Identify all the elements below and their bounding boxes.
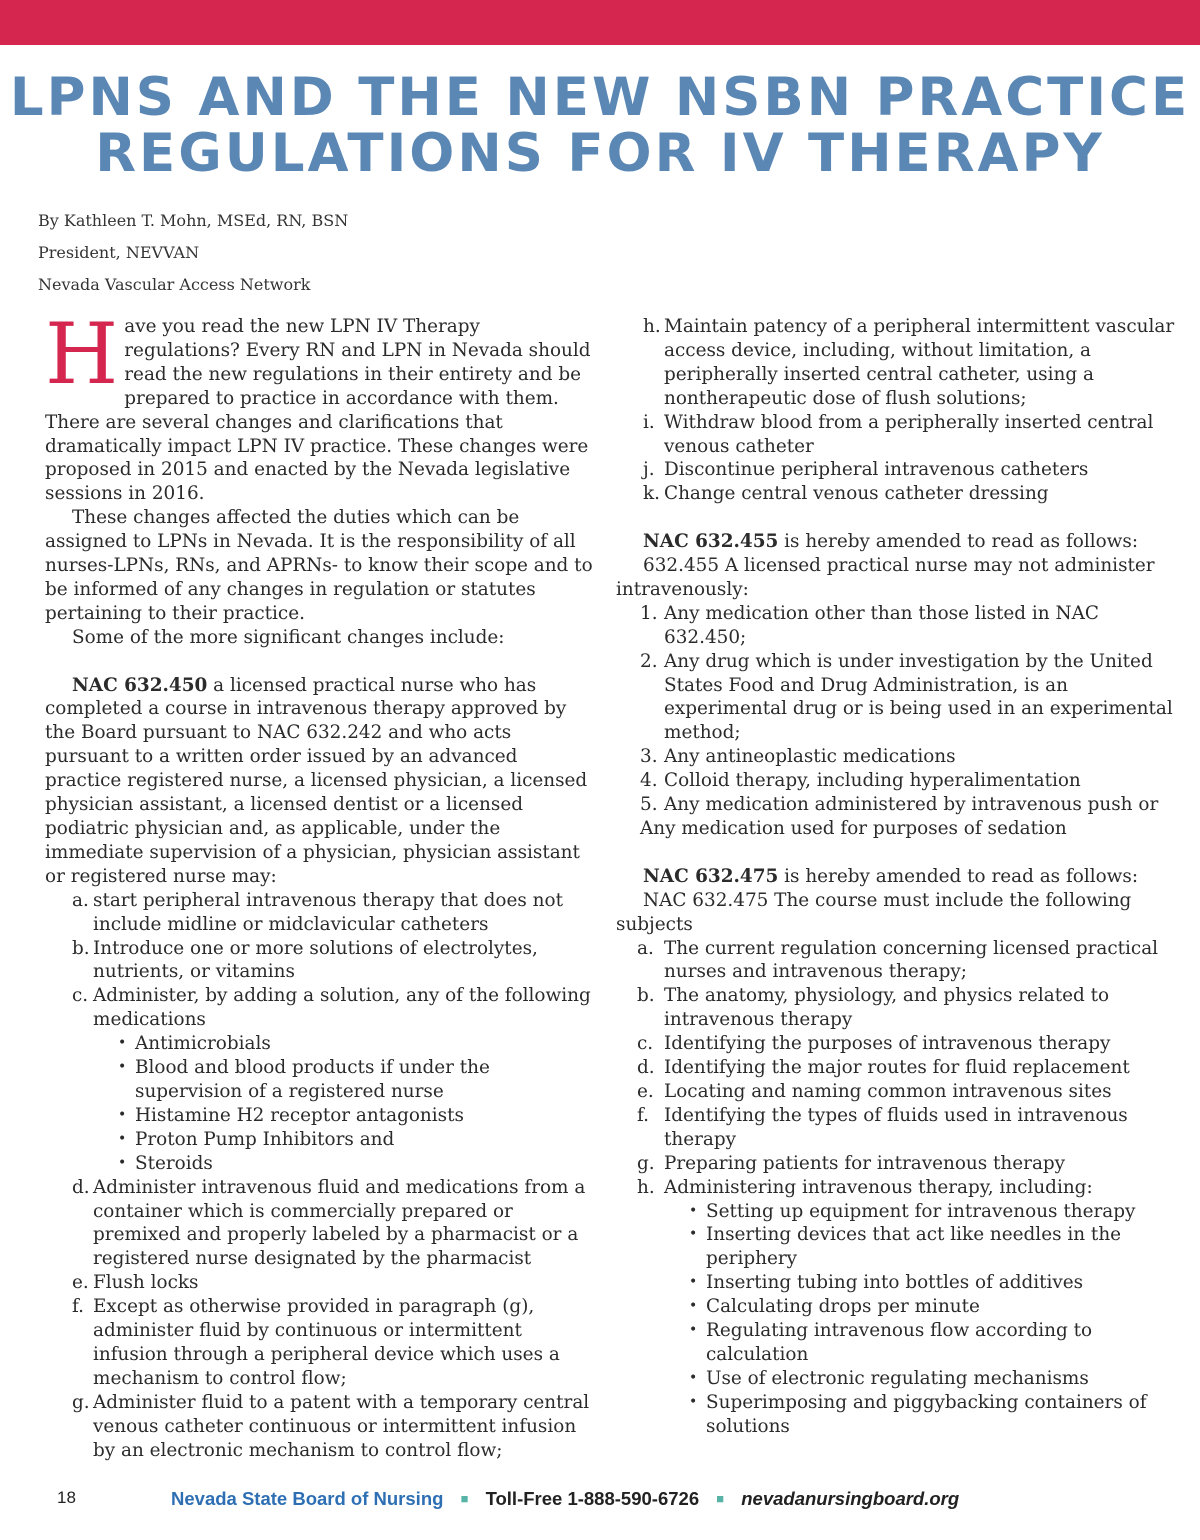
bullet-icon: • (118, 1106, 127, 1123)
nac-475-text: NAC 632.475 The course must include the following subjects (616, 889, 1132, 935)
list-item (616, 458, 1176, 482)
nac-475-intro: is hereby amended to read as follows: (778, 865, 1139, 887)
bullet-text: Proton Pump Inhibitors and (135, 1128, 395, 1150)
list-item (616, 984, 1176, 1032)
list-item (616, 482, 1176, 506)
list-item-label: b. (637, 985, 655, 1007)
list-item-text: The current regulation concerning licensed practical nurses and intravenous therapy; (664, 937, 1159, 983)
byline (38, 205, 348, 301)
paragraph-duties: These changes affected the duties which can be assigned to LPNs in Nevada. It is the responsibility of all nurses-LPNs, RNs, and APRNs- to know their scope and to be informed of any changes in regulation or statutes pertaining to their practice. (45, 507, 593, 624)
bullet-item (616, 1223, 1176, 1271)
bullet-text: Use of electronic regulating mechanisms (706, 1367, 1089, 1389)
list-item (45, 1271, 597, 1295)
spacer (45, 650, 597, 674)
list-item (616, 937, 1176, 985)
list-item-text: Identifying the major routes for fluid replacement (664, 1057, 1130, 1079)
nac-475-heading (616, 865, 1176, 889)
bullet-icon: • (118, 1154, 127, 1171)
bullet-item (45, 1152, 597, 1176)
bullet-item (616, 1295, 1176, 1319)
nac-455-tail: Any medication used for purposes of sedation (640, 818, 1067, 840)
nac-450-ref: NAC 632.450 (72, 674, 208, 696)
list-item-label: k. (643, 483, 660, 505)
bullet-text: Histamine H2 receptor antagonists (135, 1104, 464, 1126)
list-item (45, 1295, 597, 1391)
nac-455-heading (616, 530, 1176, 554)
list-item (616, 1056, 1176, 1080)
list-item (616, 650, 1176, 746)
list-item-text: start peripheral intravenous therapy that does not include midline or midclavicular catheters (93, 889, 563, 935)
list-item (45, 1391, 597, 1463)
list-item-label: c. (637, 1033, 654, 1055)
bullet-item (45, 1128, 597, 1152)
list-item-label: g. (637, 1152, 655, 1174)
list-item (616, 1104, 1176, 1152)
bullet-text: Inserting devices that act like needles in the periphery (706, 1224, 1122, 1270)
list-item-label: e. (637, 1080, 654, 1102)
list-item (45, 889, 597, 937)
list-item (616, 793, 1176, 817)
byline-author: By Kathleen T. Mohn, MSEd, RN, BSN (38, 211, 349, 230)
bullet-icon: • (689, 1202, 698, 1219)
list-item-label: d. (72, 1176, 90, 1198)
list-item-text: Administer fluid to a patent with a temporary central venous catheter continuous or intermittent infusion by an electronic mechanism to control flow; (93, 1391, 590, 1461)
bullet-text: Setting up equipment for intravenous therapy (706, 1200, 1136, 1222)
nac-450-text: a licensed practical nurse who has completed a course in intravenous therapy approved by the Board pursuant to NAC 632.242 and who acts pursuant to a written order issued by an advanced practice registered nurse, a licensed physician, a licensed physician assistant, a licensed dentist or a licensed podiatric physician and, as applicable, under the immediate supervision of a physician, physician assistant or registered nurse may: (45, 674, 588, 887)
bullet-text: Steroids (135, 1152, 213, 1174)
list-item-text: Change central venous catheter dressing (664, 483, 1049, 505)
byline-role: President, NEVVAN (38, 243, 200, 262)
bullet-item (616, 1271, 1176, 1295)
list-item-label: j. (643, 459, 655, 481)
list-item-label: e. (72, 1272, 89, 1294)
footer-org: Nevada State Board of Nursing (171, 1488, 444, 1509)
list-item-label: f. (637, 1104, 649, 1126)
footer-phone: Toll-Free 1-888-590-6726 (485, 1488, 700, 1509)
footer-separator-icon: ■ (460, 1491, 469, 1506)
list-item-text: Any antineoplastic medications (664, 746, 956, 768)
nac-455-intro: is hereby amended to read as follows: (778, 531, 1139, 553)
list-item-text: Identifying the types of fluids used in intravenous therapy (664, 1104, 1128, 1150)
list-item (616, 1080, 1176, 1104)
bullet-icon: • (689, 1274, 698, 1291)
bullet-item (45, 1056, 597, 1104)
list-item-text: Any medication other than those listed in NAC 632.450; (664, 602, 1099, 648)
list-item (616, 745, 1176, 769)
list-item-label: 4. (640, 770, 658, 792)
list-item-text: Maintain patency of a peripheral intermittent vascular access device, including, without limitation, a peripherally inserted central catheter, using a nontherapeutic dose of flush solutions; (664, 316, 1175, 409)
list-item-label: c. (72, 985, 89, 1007)
nac-455-text: 632.455 A licensed practical nurse may not administer intravenously: (616, 555, 1155, 600)
list-item-label: h. (637, 1176, 655, 1198)
bullet-icon: • (689, 1393, 698, 1410)
article-title (0, 67, 1200, 184)
bullet-item (45, 1032, 597, 1056)
bullet-icon: • (689, 1322, 698, 1339)
bullet-text: Regulating intravenous flow according to calculation (706, 1320, 1093, 1365)
list-item-text: Introduce one or more solutions of electrolytes, nutrients, or vitamins (93, 937, 538, 983)
page-number: 18 (57, 1488, 76, 1507)
top-color-band (0, 0, 1200, 45)
list-item (616, 1152, 1176, 1176)
bullet-text: Antimicrobials (135, 1033, 271, 1055)
nac-475-ref: NAC 632.475 (643, 865, 779, 887)
bullet-icon: • (118, 1059, 127, 1076)
list-item-text: Except as otherwise provided in paragraph (g), administer fluid by continuous or intermittent infusion through a peripheral device which uses a mechanism to control flow; (93, 1296, 560, 1389)
footer-separator-icon: ■ (716, 1491, 725, 1506)
bullet-icon: • (689, 1226, 698, 1243)
bullet-item (616, 1319, 1176, 1367)
right-column (616, 315, 1176, 1439)
list-item-text: Flush locks (93, 1272, 199, 1294)
bullet-icon: • (689, 1298, 698, 1315)
list-item-text: Any medication administered by intravenous push or (664, 794, 1159, 816)
list-item (45, 937, 597, 985)
spacer (616, 841, 1176, 865)
bullet-item (616, 1367, 1176, 1391)
list-item-label: i. (643, 411, 655, 433)
bullet-icon: • (689, 1369, 698, 1386)
list-item-label: a. (72, 889, 89, 911)
bullet-icon: • (118, 1130, 127, 1147)
list-item-text: Withdraw blood from a peripherally inserted central venous catheter (664, 411, 1154, 457)
paragraph-changes: Some of the more significant changes include: (72, 626, 505, 648)
list-item-text: Administering intravenous therapy, including: (664, 1176, 1093, 1198)
nac-450-paragraph (45, 674, 597, 889)
list-item (616, 411, 1176, 459)
list-item-text: Administer intravenous fluid and medications from a container which is commercially prepared or premixed and properly labeled by a pharmacist or a registered nurse designated by the pharmacist (93, 1176, 586, 1270)
bullet-text: Blood and blood products if under the supervision of a registered nurse (135, 1057, 490, 1102)
drop-cap: H (45, 305, 119, 403)
list-item-label: d. (637, 1057, 655, 1079)
footer-website[interactable]: nevadanursingboard.org (741, 1488, 960, 1509)
list-item (616, 769, 1176, 793)
list-item-label: 3. (640, 746, 658, 768)
list-item (616, 1176, 1176, 1200)
list-item (616, 1032, 1176, 1056)
bullet-item (616, 1200, 1176, 1224)
list-item-text: Preparing patients for intravenous therapy (664, 1152, 1066, 1174)
list-item-label: 1. (640, 602, 658, 624)
list-item (45, 984, 597, 1032)
bullet-text: Calculating drops per minute (706, 1296, 980, 1318)
list-item-label: f. (72, 1296, 84, 1318)
nac-455-ref: NAC 632.455 (643, 531, 779, 553)
list-item (616, 315, 1176, 411)
list-item-text: Administer, by adding a solution, any of the following medications (93, 985, 591, 1031)
list-item (616, 602, 1176, 650)
list-item-label: b. (72, 937, 90, 959)
list-item-text: Locating and naming common intravenous sites (664, 1080, 1112, 1102)
intro-text: ave you read the new LPN IV Therapy regulations? Every RN and LPN in Nevada should read the new regulations in their entirety and be prepared to practice in accordance with them. There are several changes and clarifications that dramatically impact LPN IV practice. These changes were proposed in 2015 and enacted by the Nevada legislative sessions in 2016. (45, 316, 591, 505)
article-title-line-2: REGULATIONS FOR IV THERAPY (95, 123, 1105, 184)
footer (171, 1488, 959, 1510)
list-item-text: Identifying the purposes of intravenous therapy (664, 1033, 1111, 1055)
list-item-text: Any drug which is under investigation by the United States Food and Drug Administration, is an experimental drug or is being used in an experimental method; (664, 650, 1173, 744)
article-title-line-1: LPNS AND THE NEW NSBN PRACTICE (9, 67, 1191, 128)
list-item (45, 1176, 597, 1272)
left-column (45, 305, 597, 1462)
bullet-icon: • (118, 1035, 127, 1052)
list-item-label: 2. (640, 650, 658, 672)
list-item-label: g. (72, 1391, 90, 1413)
bullet-item (616, 1391, 1176, 1439)
byline-org: Nevada Vascular Access Network (38, 275, 311, 294)
spacer (616, 506, 1176, 530)
list-item-label: a. (637, 937, 654, 959)
list-item-text: The anatomy, physiology, and physics related to intravenous therapy (664, 985, 1110, 1031)
list-item-label: h. (643, 316, 661, 337)
list-item-text: Colloid therapy, including hyperalimentation (664, 770, 1081, 792)
list-item-label: 5. (640, 794, 658, 816)
bullet-text: Inserting tubing into bottles of additives (706, 1272, 1084, 1294)
bullet-item (45, 1104, 597, 1128)
bullet-text: Superimposing and piggybacking containers of solutions (706, 1391, 1147, 1437)
list-item-text: Discontinue peripheral intravenous catheters (664, 459, 1089, 481)
intro-paragraph (45, 305, 597, 506)
